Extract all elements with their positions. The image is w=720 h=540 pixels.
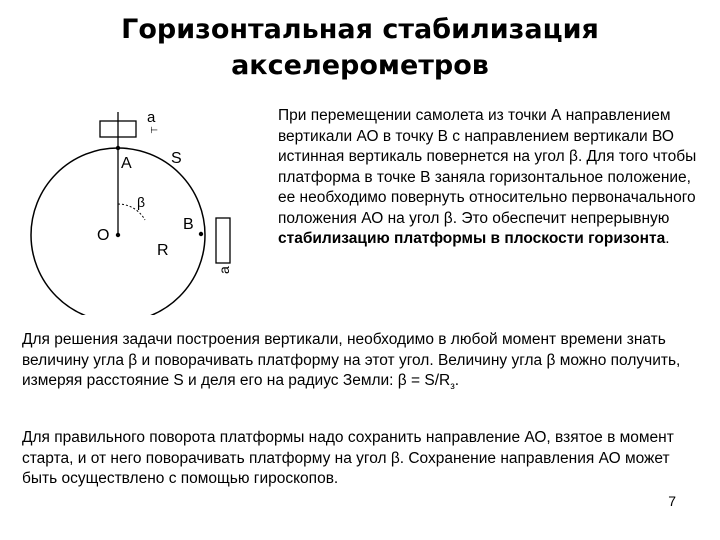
label-point-a: A: [121, 155, 132, 172]
paragraph-gyroscopes: Для правильного поворота платформы надо сохранить направление АО, взятое в момент старта, и от него поворачивать платформу на угол β. Сохранение направления АО может быть осуществлено с помощью гироскопов.: [22, 429, 674, 487]
title-line-1: Горизонтальная стабилизация: [121, 14, 599, 45]
subscript-z: з: [450, 381, 455, 393]
slide-title: [0, 12, 720, 84]
label-arc-s: S: [171, 150, 182, 167]
label-point-b: B: [183, 216, 194, 233]
label-accel-a-rotated: a: [216, 266, 232, 274]
label-radius-r: R: [157, 242, 169, 259]
label-accel-a: a: [147, 109, 156, 126]
paragraph-vertical-construction: Для решения задачи построения вертикали, необходимо в любой момент времени знать величину угла β и поворачивать платформу на этот угол. Величину угла β можно получить, измеряя расстояние S и деля его на радиус Земли: $\beta = S/R_з$.: [22, 331, 681, 393]
title-line-2: акселерометров: [231, 50, 489, 81]
point-o: [116, 233, 120, 237]
point-b: [199, 232, 203, 236]
page-number: 7: [668, 493, 676, 509]
point-a: [116, 146, 120, 150]
bold-phrase: стабилизацию платформы в плоскости горизонта: [278, 230, 666, 247]
paragraph-explanation: При перемещении самолета из точки А направлением вертикали АО в точку В с направлением вертикали ВО истинная вертикаль повернется на угол β. Для того чтобы платформа в точке В заняла горизонтальное положение, ее необходимо повернуть относительно первоначального положения АО на угол β. Это обеспечит непрерывную стабилизацию платформы в плоскости горизонта.: [278, 107, 697, 247]
stabilization-diagram: [0, 90, 270, 315]
label-angle-beta: β: [137, 194, 146, 210]
label-center-o: O: [97, 227, 110, 244]
label-accel-a-axis: ⊥: [149, 126, 159, 134]
platform-at-b: [216, 218, 230, 263]
